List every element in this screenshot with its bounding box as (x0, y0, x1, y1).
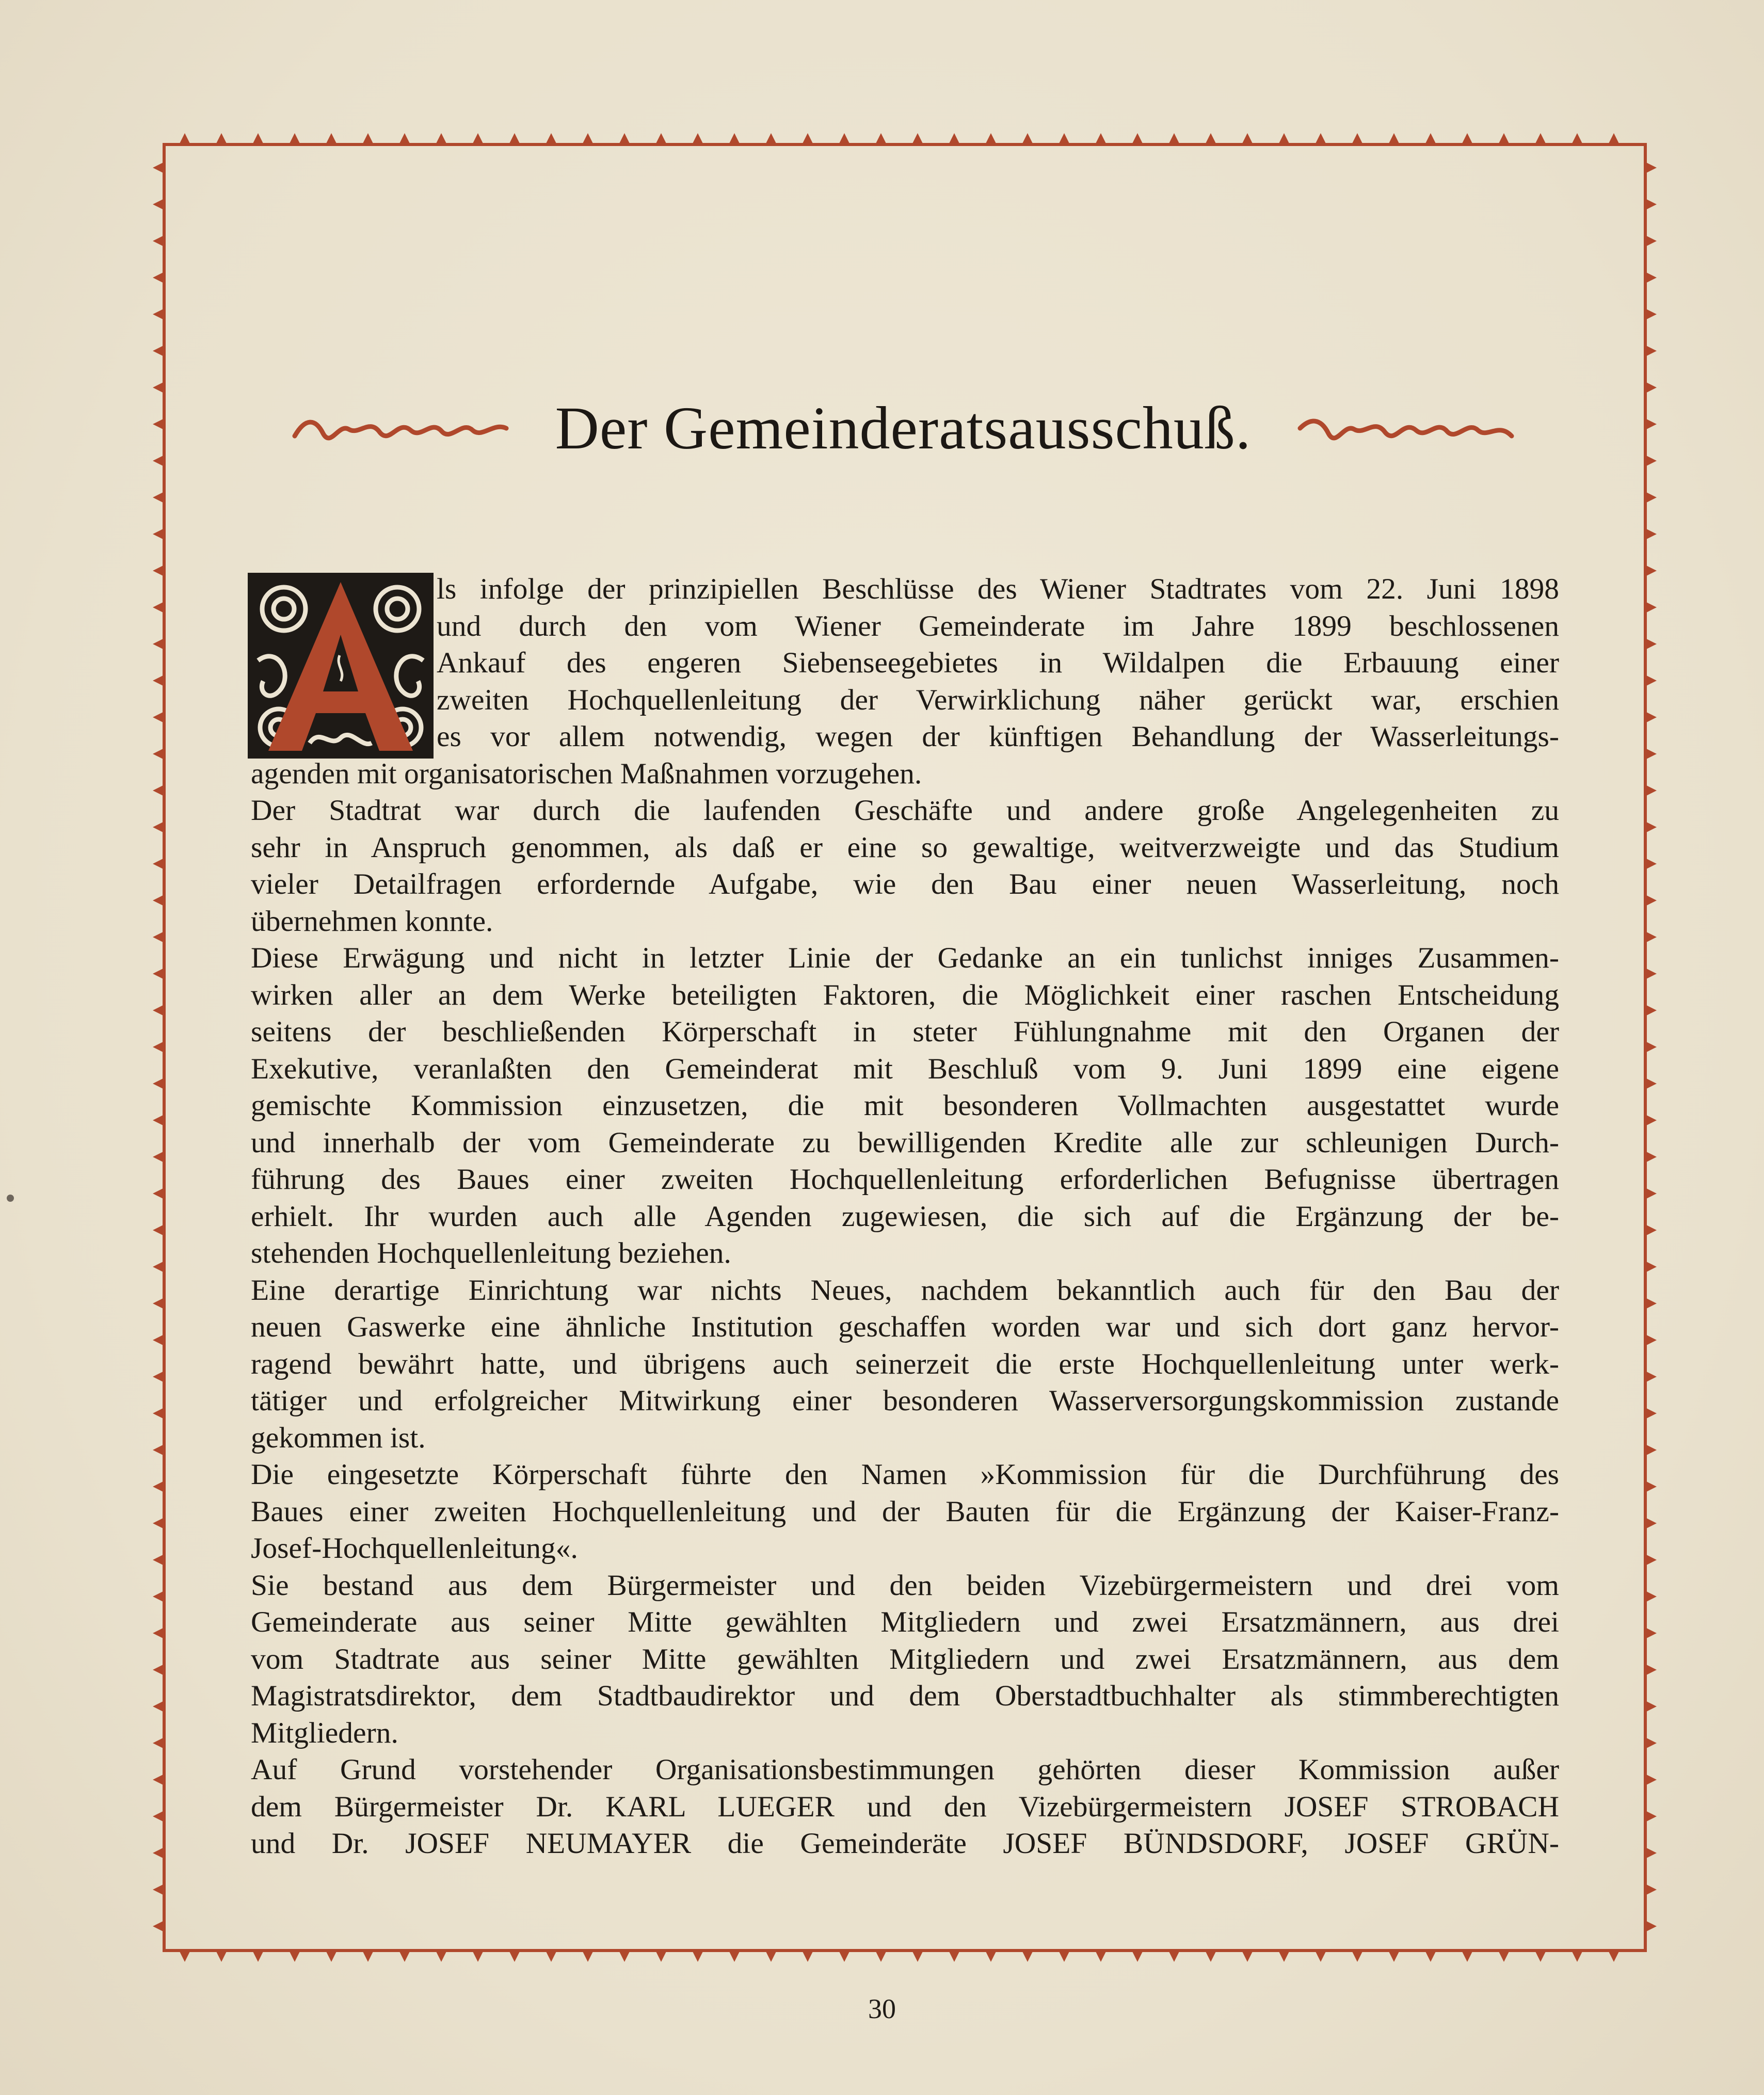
text-line: Josef-Hochquellenleitung«. (251, 1532, 578, 1565)
frame-triangle (153, 1224, 164, 1236)
frame-triangle (912, 133, 923, 144)
text-line: sehr in Anspruch genommen, als daß er eine so gewaltige, weitverzweigte und das Studium (251, 831, 1559, 864)
text-line: vom Stadtrate aus seiner Mitte gewählten Mitgliedern und zwei Ersatzmännern, aus dem (251, 1642, 1559, 1675)
text-line: Exekutive, veranlaßten den Gemeinderat mit Beschluß vom 9. Juni 1899 eine eigene (251, 1052, 1559, 1085)
frame-triangle (153, 1151, 164, 1163)
frame-triangle (1462, 1951, 1473, 1962)
frame-triangle (1608, 1951, 1619, 1962)
text-line: Gemeinderate aus seiner Mitte gewählten Mitgliedern und zwei Ersatzmännern, aus drei (251, 1606, 1559, 1638)
frame-triangle (1205, 133, 1216, 144)
frame-triangle (252, 133, 264, 144)
frame-triangle (1645, 1591, 1657, 1602)
text-line: Diese Erwägung und nicht in letzter Linie der Gedanke an ein tunlichst inniges Zusammen- (251, 942, 1559, 974)
frame-triangle (1498, 133, 1510, 144)
frame-triangle (153, 1554, 164, 1566)
frame-triangle (436, 1951, 447, 1962)
frame-triangle (1645, 602, 1657, 613)
frame-triangle (509, 133, 520, 144)
frame-triangle (153, 1774, 164, 1785)
frame-triangle (436, 133, 447, 144)
frame-triangle (1645, 712, 1657, 723)
frame-triangle (1645, 1774, 1657, 1785)
text-line: tätiger und erfolgreicher Mitwirkung einer besonderen Wasserversorgungskommission zustande (251, 1384, 1559, 1417)
frame-triangle (153, 565, 164, 576)
text-line: ragend bewährt hatte, und übrigens auch seinerzeit die erste Hochquellenleitung unter werk- (251, 1347, 1559, 1380)
stray-ink-dot (7, 1195, 14, 1202)
frame-triangle (289, 133, 300, 144)
frame-triangle (179, 1951, 190, 1962)
frame-triangle (802, 133, 813, 144)
text-line: und durch den vom Wiener Gemeinderate im Jahre 1899 beschlossenen (437, 609, 1559, 642)
frame-triangle (153, 382, 164, 393)
text-line: Magistratsdirektor, dem Stadtbaudirektor und dem Oberstadtbuchhalter als stimmberechtigten (251, 1680, 1559, 1712)
frame-triangle (1022, 1951, 1033, 1962)
frame-triangle (582, 133, 594, 144)
frame-triangle (1095, 133, 1106, 144)
frame-triangle (1168, 1951, 1180, 1962)
page-number: 30 (868, 1993, 896, 2024)
frame-triangle (582, 1951, 594, 1962)
frame-triangle (546, 133, 557, 144)
frame-triangle (153, 528, 164, 540)
frame-triangle (1132, 1951, 1143, 1962)
text-line: stehenden Hochquellenleitung beziehen. (251, 1237, 731, 1269)
frame-triangle (655, 133, 667, 144)
frame-triangle (153, 1041, 164, 1053)
frame-triangle (1645, 418, 1657, 430)
frame-triangle (1095, 1951, 1106, 1962)
frame-triangle (1352, 1951, 1363, 1962)
frame-triangle (399, 1951, 410, 1962)
frame-triangle (949, 133, 960, 144)
frame-triangle (1645, 1371, 1657, 1382)
frame-triangle (1645, 162, 1657, 173)
text-line: Eine derartige Einrichtung war nichts Neues, nachdem bekanntlich auch für den Bau der (251, 1274, 1559, 1307)
frame-triangle (1535, 133, 1546, 144)
text-line: Die eingesetzte Körperschaft führte den Namen »Kommission für die Durchführung des (251, 1458, 1559, 1491)
frame-triangle (1022, 133, 1033, 144)
text-line: wirken aller an dem Werke beteiligten Faktoren, die Möglichkeit einer raschen Entscheidung (251, 978, 1559, 1011)
frame-triangle (153, 492, 164, 503)
frame-triangle (1645, 1115, 1657, 1126)
frame-triangle (1315, 1951, 1326, 1962)
frame-triangle (153, 602, 164, 613)
text-line: neuen Gaswerke eine ähnliche Institution geschaffen worden war und sich dort ganz hervor- (251, 1311, 1559, 1343)
frame-triangle (472, 1951, 484, 1962)
frame-triangle (875, 133, 887, 144)
text-line: dem Bürgermeister Dr. KARL LUEGER und den Vizebürgermeistern JOSEF STROBACH (251, 1790, 1559, 1823)
frame-triangle (1645, 1481, 1657, 1492)
body-text (251, 571, 1559, 1862)
frame-triangle (153, 748, 164, 760)
frame-triangle (1645, 1151, 1657, 1163)
frame-triangle (729, 1951, 740, 1962)
frame-triangle (153, 1261, 164, 1272)
text-line: es vor allem notwendig, wegen der künftigen Behandlung der Wasserleitungs- (437, 720, 1559, 753)
frame-triangle (1645, 1334, 1657, 1346)
frame-triangle (1168, 133, 1180, 144)
frame-triangle (153, 309, 164, 320)
text-line: Ankauf des engeren Siebenseegebietes in Wildalpen die Erbauung einer (437, 647, 1559, 679)
frame-triangle (1645, 455, 1657, 466)
frame-triangle (153, 235, 164, 247)
frame-triangle (1059, 133, 1070, 144)
frame-triangle (1571, 1951, 1583, 1962)
frame-triangle (1425, 1951, 1436, 1962)
text-line: führung des Baues einer zweiten Hochquellenleitung erforderlichen Befugnisse übertragen (251, 1163, 1559, 1196)
frame-triangle (1242, 1951, 1253, 1962)
title-row (248, 384, 1559, 472)
page-title: Der Gemeinderatsausschuß. (555, 394, 1252, 462)
frame-triangle (1645, 1554, 1657, 1566)
frame-triangle (1571, 133, 1583, 144)
frame-triangle (153, 1847, 164, 1859)
frame-triangle (912, 1951, 923, 1962)
frame-triangle (1645, 1261, 1657, 1272)
frame-triangle (179, 133, 190, 144)
frame-triangle (153, 1371, 164, 1382)
text-line: erhielt. Ihr wurden auch alle Agenden zugewiesen, die sich auf die Ergänzung der be- (251, 1200, 1559, 1233)
frame-triangle (216, 1951, 227, 1962)
frame-triangle (949, 1951, 960, 1962)
frame-triangle (1645, 1224, 1657, 1236)
frame-triangle (153, 272, 164, 283)
frame-triangle (765, 133, 777, 144)
frame-triangle (153, 968, 164, 979)
frame-triangle (153, 1591, 164, 1602)
frame-triangle (1645, 1811, 1657, 1822)
frame-triangle (153, 1298, 164, 1309)
frame-triangle (1278, 1951, 1290, 1962)
frame-triangle (1425, 133, 1436, 144)
frame-triangle (1132, 133, 1143, 144)
frame-triangle (1645, 638, 1657, 650)
frame-triangle (153, 1188, 164, 1199)
frame-triangle (1645, 1188, 1657, 1199)
frame-triangle (1352, 133, 1363, 144)
frame-triangle (692, 133, 703, 144)
frame-triangle (1645, 748, 1657, 760)
text-line: zweiten Hochquellenleitung der Verwirklichung näher gerückt war, erschien (437, 683, 1559, 716)
frame-triangle (153, 785, 164, 796)
frame-triangle (472, 133, 484, 144)
frame-triangle (1535, 1951, 1546, 1962)
text-line: vieler Detailfragen erfordernde Aufgabe, wie den Bau einer neuen Wasserleitung, noch (251, 868, 1559, 900)
text-line: Der Stadtrat war durch die laufenden Geschäfte und andere große Angelegenheiten zu (251, 794, 1559, 827)
frame-triangle (839, 1951, 850, 1962)
frame-triangle (1388, 133, 1400, 144)
frame-triangle (153, 1481, 164, 1492)
frame-triangle (1645, 235, 1657, 247)
text-line: Mitgliedern. (251, 1716, 398, 1749)
frame-triangle (1645, 785, 1657, 796)
frame-triangle (729, 133, 740, 144)
frame-triangle (153, 1701, 164, 1712)
frame-triangle (1645, 1444, 1657, 1456)
text-line: übernehmen konnte. (251, 905, 493, 938)
frame-triangle (1388, 1951, 1400, 1962)
frame-triangle (153, 1518, 164, 1529)
frame-triangle (839, 133, 850, 144)
frame-triangle (875, 1951, 887, 1962)
frame-triangle (153, 675, 164, 686)
wave-ornament-left (292, 408, 509, 449)
text-line: gekommen ist. (251, 1421, 426, 1454)
text-line: Auf Grund vorstehender Organisationsbestimmungen gehörten dieser Kommission außer (251, 1753, 1559, 1786)
frame-triangle (619, 133, 630, 144)
frame-triangle (546, 1951, 557, 1962)
frame-triangle (1645, 1078, 1657, 1089)
frame-triangle (1645, 492, 1657, 503)
frame-triangle (1645, 309, 1657, 320)
frame-triangle (765, 1951, 777, 1962)
frame-triangle (153, 162, 164, 173)
frame-triangle (153, 418, 164, 430)
frame-triangle (153, 1884, 164, 1895)
frame-triangle (1645, 675, 1657, 686)
frame-triangle (1645, 1847, 1657, 1859)
frame-triangle (1645, 931, 1657, 943)
text-line: Baues einer zweiten Hochquellenleitung und der Bauten für die Ergänzung der Kaiser-Franz- (251, 1495, 1559, 1528)
wave-ornament-right (1297, 408, 1514, 449)
frame-triangle (655, 1951, 667, 1962)
frame-triangle (1645, 1408, 1657, 1419)
frame-triangle (1205, 1951, 1216, 1962)
frame-triangle (153, 821, 164, 833)
frame-triangle (1645, 1518, 1657, 1529)
frame-triangle (692, 1951, 703, 1962)
frame-triangle (1645, 1664, 1657, 1675)
frame-triangle (153, 1921, 164, 1932)
text-line: und innerhalb der vom Gemeinderate zu bewilligenden Kredite alle zur schleunigen Durch- (251, 1126, 1559, 1159)
frame-triangle (153, 1334, 164, 1346)
frame-triangle (153, 1737, 164, 1749)
frame-triangle (1645, 895, 1657, 906)
frame-triangle (153, 1664, 164, 1675)
frame-triangle (216, 133, 227, 144)
frame-triangle (1278, 133, 1290, 144)
frame-triangle (1645, 272, 1657, 283)
frame-triangle (252, 1951, 264, 1962)
frame-triangle (1645, 1298, 1657, 1309)
frame-triangle (1059, 1951, 1070, 1962)
frame-triangle (1645, 1041, 1657, 1053)
frame-triangle (1608, 133, 1619, 144)
frame-triangle (1462, 133, 1473, 144)
frame-triangle (1645, 345, 1657, 357)
frame-triangle (362, 1951, 374, 1962)
frame-triangle (1645, 565, 1657, 576)
text-line: seitens der beschließenden Körperschaft in steter Fühlungnahme mit den Organen der (251, 1016, 1559, 1048)
frame-triangle (802, 1951, 813, 1962)
frame-triangle (153, 1115, 164, 1126)
frame-triangle (153, 1444, 164, 1456)
text-line: Sie bestand aus dem Bürgermeister und den beiden Vizebürgermeistern und drei vom (251, 1569, 1559, 1602)
frame-triangle (153, 638, 164, 650)
frame-triangle (153, 1627, 164, 1639)
frame-triangle (153, 858, 164, 869)
frame-triangle (1645, 528, 1657, 540)
frame-triangle (1242, 133, 1253, 144)
text-line: und Dr. JOSEF NEUMAYER die Gemeinderäte JOSEF BÜNDSDORF, JOSEF GRÜN- (251, 1827, 1559, 1860)
frame-triangle (1645, 1627, 1657, 1639)
frame-triangle (1315, 133, 1326, 144)
frame-triangle (1645, 968, 1657, 979)
frame-triangle (399, 133, 410, 144)
frame-triangle (153, 1408, 164, 1419)
frame-triangle (1498, 1951, 1510, 1962)
frame-triangle (153, 345, 164, 357)
frame-triangle (362, 133, 374, 144)
frame-triangle (1645, 1884, 1657, 1895)
frame-triangle (1645, 858, 1657, 869)
text-line: ls infolge der prinzipiellen Beschlüsse des Wiener Stadtrates vom 22. Juni 1898 (437, 573, 1559, 605)
frame-triangle (1645, 821, 1657, 833)
frame-triangle (153, 455, 164, 466)
frame-triangle (153, 895, 164, 906)
text-line: gemischte Kommission einzusetzen, die mit besonderen Vollmachten ausgestattet wurde (251, 1089, 1559, 1122)
frame-triangle (1645, 199, 1657, 210)
frame-triangle (1645, 1701, 1657, 1712)
frame-triangle (153, 931, 164, 943)
frame-triangle (153, 1078, 164, 1089)
frame-triangle (326, 1951, 337, 1962)
frame-triangle (153, 712, 164, 723)
frame-triangle (1645, 382, 1657, 393)
frame-triangle (985, 1951, 997, 1962)
frame-triangle (509, 1951, 520, 1962)
frame-triangle (1645, 1921, 1657, 1932)
frame-triangle (289, 1951, 300, 1962)
frame-triangle (985, 133, 997, 144)
frame-triangle (153, 1005, 164, 1016)
text-line: agenden mit organisatorischen Maßnahmen vorzugehen. (251, 757, 922, 790)
frame-triangle (619, 1951, 630, 1962)
frame-triangle (153, 1811, 164, 1822)
frame-triangle (1645, 1005, 1657, 1016)
frame-triangle (1645, 1737, 1657, 1749)
frame-triangle (153, 199, 164, 210)
frame-triangle (326, 133, 337, 144)
